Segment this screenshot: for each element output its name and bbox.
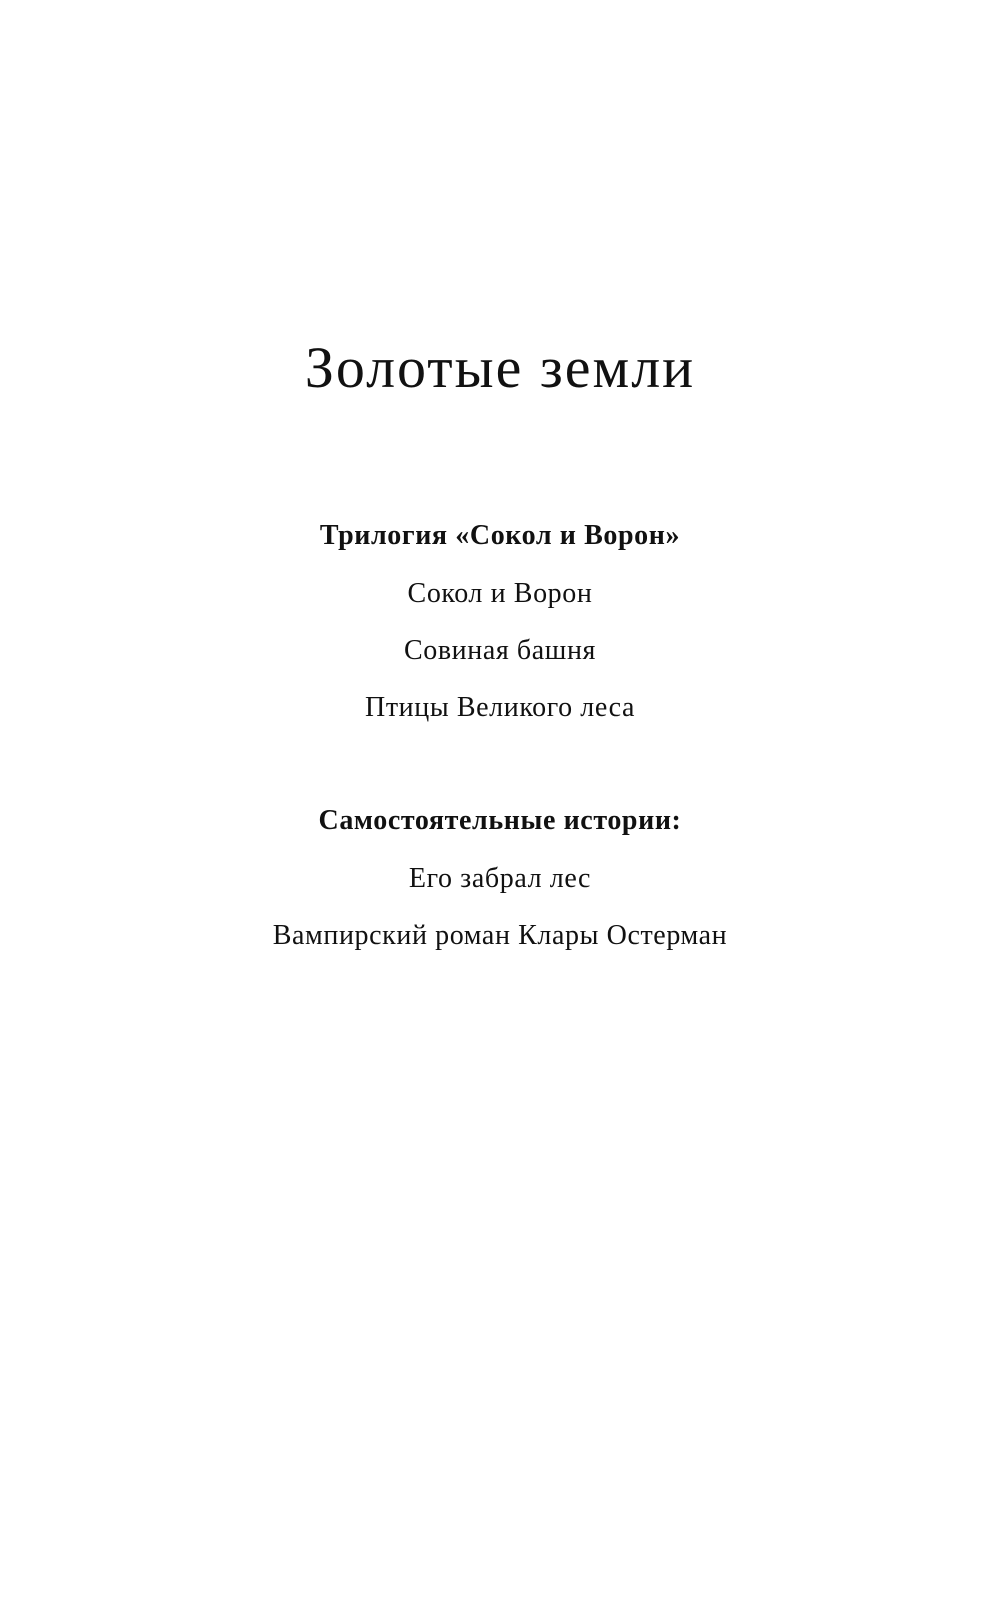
book-title: Птицы Великого леса: [365, 692, 635, 723]
trilogy-book-list: [0, 574, 1000, 728]
standalone-section: [0, 801, 1000, 973]
trilogy-section: [0, 516, 1000, 745]
standalone-book-list: [0, 859, 1000, 956]
book-title: Его забрал лес: [408, 863, 592, 894]
trilogy-heading: Трилогия «Сокол и Ворон»: [319, 520, 681, 551]
standalone-heading: Самостоятельные истории:: [318, 805, 682, 836]
book-title: Сокол и Ворон: [407, 578, 593, 609]
page-title: Золотые земли: [304, 335, 696, 400]
book-title: Вампирский роман Клары Остерман: [272, 920, 728, 951]
book-title: Совиная башня: [403, 635, 597, 666]
